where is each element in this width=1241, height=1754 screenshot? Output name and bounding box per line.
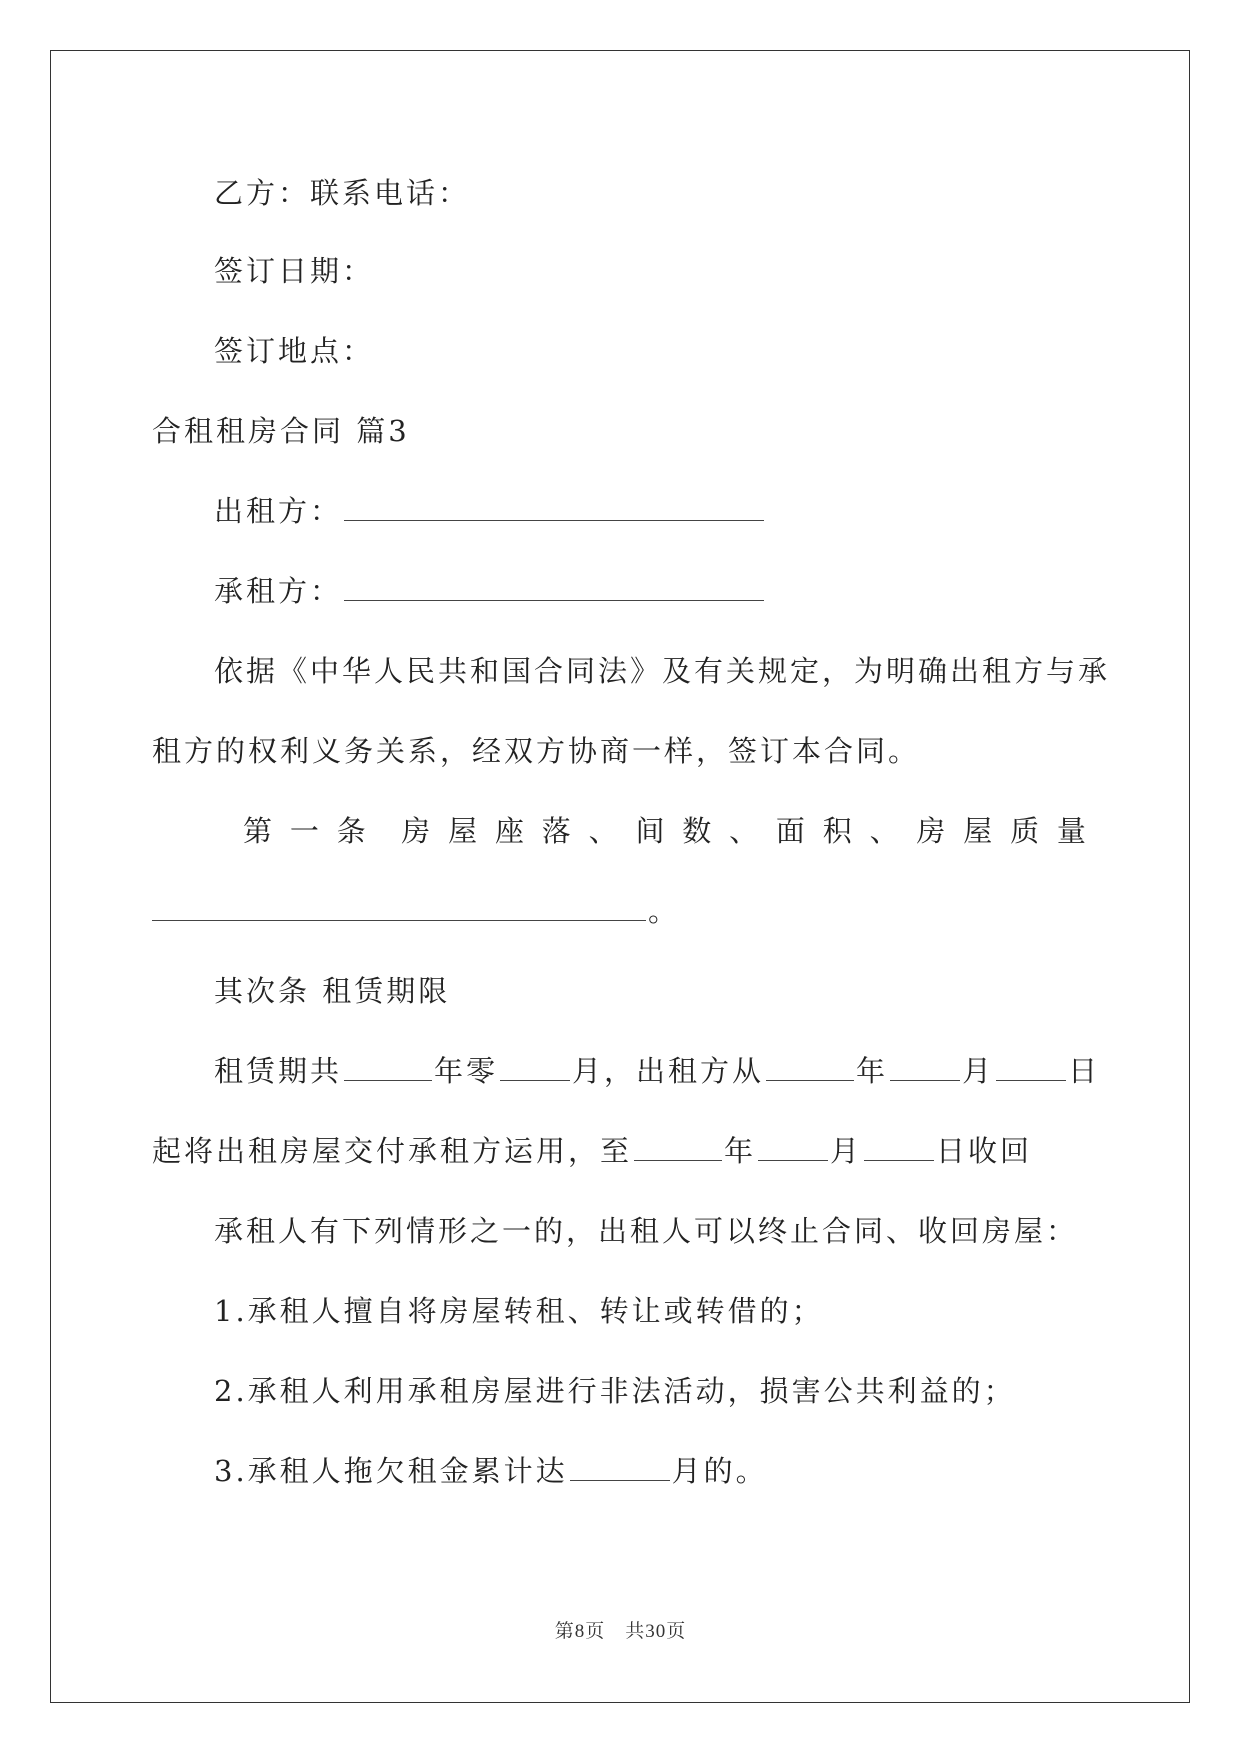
basis-line-2: 租方的权利义务关系，经双方协商一样，签订本合同。: [152, 734, 921, 768]
lessor-line: [214, 494, 766, 528]
term-text: 月，出租方从: [572, 1054, 765, 1088]
article1-char: 积: [822, 814, 852, 848]
section-title: 合租租房合同 篇3: [152, 414, 410, 448]
end-month-blank: [758, 1138, 828, 1161]
article1-char: 、: [869, 814, 899, 848]
term-text: 日: [1068, 1054, 1101, 1088]
item3-text: 月的。: [671, 1454, 768, 1488]
article1-char: 质: [1010, 814, 1040, 848]
lessor-blank: [344, 498, 764, 521]
article1-char: 屋: [448, 814, 478, 848]
article1-char: 间: [635, 814, 665, 848]
lessee-label: 承租方：: [214, 574, 343, 608]
list-item-1: 1.承租人擅自将房屋转租、转让或转借的；: [214, 1294, 824, 1328]
article1-char: 房: [401, 814, 431, 848]
list-item-3: [214, 1454, 768, 1488]
start-day-blank: [996, 1058, 1066, 1081]
article1-char: 面: [775, 814, 805, 848]
article1-char: 一: [289, 814, 319, 848]
term-months-blank: [500, 1058, 570, 1081]
term-text: 月: [962, 1054, 995, 1088]
sign-date: 签订日期：: [214, 254, 375, 288]
article1-char: 量: [1056, 814, 1086, 848]
end-day-blank: [864, 1138, 934, 1161]
term-text: 起将出租房屋交付承租方运用，至: [152, 1134, 633, 1168]
party-b-contact: 乙方：联系电话：: [214, 176, 471, 210]
article1-end: 。: [648, 894, 681, 928]
article1-char: 屋: [963, 814, 993, 848]
term-text: 年: [724, 1134, 757, 1168]
term-line-2: [152, 1134, 1032, 1168]
terminate-intro: 承租人有下列情形之一的，出租人可以终止合同、收回房屋：: [214, 1214, 1079, 1248]
start-month-blank: [890, 1058, 960, 1081]
item3-text: 3.承租人拖欠租金累计达: [214, 1454, 568, 1488]
article1-char: 、: [588, 814, 618, 848]
article2-title: 其次条 租赁期限: [214, 974, 451, 1008]
start-year-blank: [766, 1058, 854, 1081]
article1-blank: [152, 898, 646, 921]
end-year-blank: [634, 1138, 722, 1161]
term-text: 日收回: [936, 1134, 1033, 1168]
basis-line-1: 依据《中华人民共和国合同法》及有关规定，为明确出租方与承: [214, 654, 1111, 688]
article1-char: 条: [336, 814, 366, 848]
article1-blank-line: [152, 894, 680, 928]
article1-heading: [243, 814, 1086, 848]
term-line-1: [214, 1054, 1100, 1088]
article1-char: 、: [729, 814, 759, 848]
term-text: 月: [830, 1134, 863, 1168]
sign-place: 签订地点：: [214, 334, 375, 368]
term-text: 年: [856, 1054, 889, 1088]
list-item-2: 2.承租人利用承租房屋进行非法活动，损害公共利益的；: [214, 1374, 1016, 1408]
term-text: 租赁期共: [214, 1054, 343, 1088]
article1-char: 数: [682, 814, 712, 848]
term-years-blank: [344, 1058, 432, 1081]
term-text: 年零: [434, 1054, 499, 1088]
lessor-label: 出租方：: [214, 494, 343, 528]
article1-char: 房: [916, 814, 946, 848]
lessee-blank: [344, 578, 764, 601]
article1-char: 第: [243, 814, 273, 848]
article1-char: 落: [541, 814, 571, 848]
arrears-months-blank: [570, 1458, 670, 1481]
article1-char: 座: [494, 814, 524, 848]
page-number: 第8页 共30页: [554, 1621, 687, 1642]
lessee-line: [214, 574, 766, 608]
